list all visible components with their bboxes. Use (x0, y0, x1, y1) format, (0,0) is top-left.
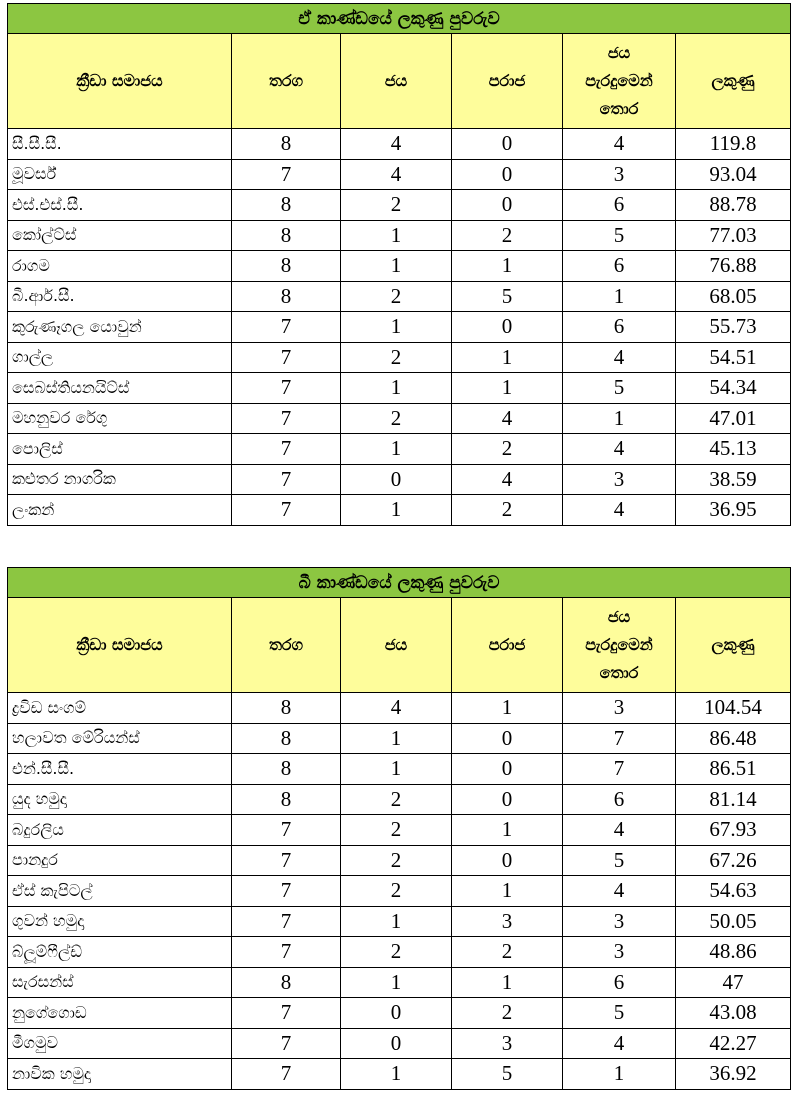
draw-cell: 8 (232, 754, 341, 785)
win-cell: 2 (341, 190, 452, 221)
win-cell: 1 (341, 220, 452, 251)
points-cell: 38.59 (676, 464, 791, 495)
club-name-cell: ද්‍රවිඩ සංගම් (8, 693, 232, 724)
win-cell: 4 (341, 129, 452, 160)
club-name-cell: කළුතර නාගරික (8, 464, 232, 495)
win-cell: 4 (341, 693, 452, 724)
draw-cell: 8 (232, 251, 341, 282)
table-title: ඒ කාණ්ඩයේ ලකුණු පුවරුව (8, 4, 791, 34)
table-row (8, 967, 791, 998)
win-cell: 2 (341, 845, 452, 876)
loss-cell: 0 (452, 723, 563, 754)
loss-cell: 2 (452, 998, 563, 1029)
bonus-cell: 5 (563, 845, 676, 876)
loss-cell: 0 (452, 845, 563, 876)
points-cell: 54.34 (676, 373, 791, 404)
points-cell: 104.54 (676, 693, 791, 724)
points-cell: 47 (676, 967, 791, 998)
draw-cell: 7 (232, 342, 341, 373)
bonus-cell: 4 (563, 434, 676, 465)
column-header-bonus (563, 34, 676, 129)
bonus-header-line: පැරදුමෙන් (585, 635, 653, 654)
club-name-cell: කුරුණෑගල යොවුන් (8, 312, 232, 343)
table-row (8, 998, 791, 1029)
loss-cell: 2 (452, 495, 563, 526)
draw-cell: 7 (232, 403, 341, 434)
loss-cell: 1 (452, 251, 563, 282)
club-name-cell: මීගමුව (8, 1028, 232, 1059)
points-cell: 76.88 (676, 251, 791, 282)
draw-cell: 7 (232, 312, 341, 343)
draw-cell: 7 (232, 159, 341, 190)
points-cell: 45.13 (676, 434, 791, 465)
draw-cell: 7 (232, 906, 341, 937)
table-row (8, 281, 791, 312)
loss-cell: 0 (452, 190, 563, 221)
points-cell: 55.73 (676, 312, 791, 343)
draw-cell: 7 (232, 815, 341, 846)
table-row (8, 1059, 791, 1090)
win-cell: 1 (341, 495, 452, 526)
points-cell: 36.92 (676, 1059, 791, 1090)
table-row (8, 906, 791, 937)
table-row (8, 342, 791, 373)
points-cell: 54.51 (676, 342, 791, 373)
draw-cell: 7 (232, 495, 341, 526)
loss-cell: 2 (452, 937, 563, 968)
win-cell: 2 (341, 342, 452, 373)
club-name-cell: ගුවන් හමුදා (8, 906, 232, 937)
column-header-club: ක්‍රීඩා සමාජය (8, 34, 232, 129)
table-row (8, 876, 791, 907)
win-cell: 1 (341, 312, 452, 343)
points-cell: 36.95 (676, 495, 791, 526)
club-name-cell: මහනුවර රේගු (8, 403, 232, 434)
bonus-cell: 6 (563, 251, 676, 282)
loss-cell: 1 (452, 342, 563, 373)
bonus-cell: 5 (563, 220, 676, 251)
bonus-header-line: තොර (599, 99, 639, 118)
draw-cell: 7 (232, 998, 341, 1029)
header-row (8, 34, 791, 129)
club-name-cell: එන්.සී.සී. (8, 754, 232, 785)
points-cell: 48.86 (676, 937, 791, 968)
header-row (8, 598, 791, 693)
column-header-bonus (563, 598, 676, 693)
club-name-cell: සී.සී.සී. (8, 129, 232, 160)
bonus-cell: 6 (563, 190, 676, 221)
bonus-cell: 4 (563, 342, 676, 373)
draw-cell: 8 (232, 967, 341, 998)
loss-cell: 0 (452, 784, 563, 815)
table-row (8, 220, 791, 251)
win-cell: 2 (341, 815, 452, 846)
win-cell: 4 (341, 159, 452, 190)
table-row (8, 845, 791, 876)
draw-cell: 8 (232, 784, 341, 815)
points-cell: 86.48 (676, 723, 791, 754)
points-cell: 77.03 (676, 220, 791, 251)
table-row (8, 403, 791, 434)
loss-cell: 1 (452, 693, 563, 724)
draw-cell: 7 (232, 937, 341, 968)
column-header-loss: පරාජ (452, 598, 563, 693)
points-cell: 68.05 (676, 281, 791, 312)
points-cell: 50.05 (676, 906, 791, 937)
points-cell: 86.51 (676, 754, 791, 785)
table-row (8, 784, 791, 815)
bonus-cell: 6 (563, 784, 676, 815)
club-name-cell: ලංකන් (8, 495, 232, 526)
win-cell: 2 (341, 281, 452, 312)
table-row (8, 754, 791, 785)
draw-cell: 8 (232, 693, 341, 724)
table-row (8, 190, 791, 221)
club-name-cell: රාගම (8, 251, 232, 282)
win-cell: 1 (341, 1059, 452, 1090)
draw-cell: 7 (232, 373, 341, 404)
bonus-cell: 3 (563, 693, 676, 724)
table-row (8, 129, 791, 160)
draw-cell: 8 (232, 723, 341, 754)
column-header-loss: පරාජ (452, 34, 563, 129)
club-name-cell: සැරසන්ස් (8, 967, 232, 998)
bonus-cell: 3 (563, 159, 676, 190)
bonus-cell: 3 (563, 906, 676, 937)
club-name-cell: සෙබස්තියනයිට්ස් (8, 373, 232, 404)
bonus-header-line: ජය (607, 607, 631, 626)
loss-cell: 2 (452, 220, 563, 251)
draw-cell: 8 (232, 129, 341, 160)
bonus-header-line: තොර (599, 663, 639, 682)
loss-cell: 0 (452, 159, 563, 190)
bonus-cell: 4 (563, 1028, 676, 1059)
bonus-cell: 6 (563, 967, 676, 998)
bonus-cell: 5 (563, 373, 676, 404)
draw-cell: 7 (232, 464, 341, 495)
points-cell: 93.04 (676, 159, 791, 190)
club-name-cell: නාවික හමුදා (8, 1059, 232, 1090)
column-header-points: ලකුණු (676, 34, 791, 129)
table-row (8, 312, 791, 343)
points-cell: 42.27 (676, 1028, 791, 1059)
bonus-cell: 3 (563, 464, 676, 495)
column-header-draw: තරග (232, 598, 341, 693)
bonus-cell: 1 (563, 403, 676, 434)
club-name-cell: හලාවත මේරියන්ස් (8, 723, 232, 754)
club-name-cell: යුද හමුදා (8, 784, 232, 815)
column-header-win: ජය (341, 34, 452, 129)
draw-cell: 7 (232, 1059, 341, 1090)
points-cell: 43.08 (676, 998, 791, 1029)
club-name-cell: කෝල්ට්ස් (8, 220, 232, 251)
table-row (8, 937, 791, 968)
club-name-cell: මූවර්ස් (8, 159, 232, 190)
draw-cell: 7 (232, 876, 341, 907)
win-cell: 2 (341, 403, 452, 434)
points-cell: 88.78 (676, 190, 791, 221)
bonus-cell: 1 (563, 1059, 676, 1090)
loss-cell: 5 (452, 281, 563, 312)
club-name-cell: බී.ආර්.සී. (8, 281, 232, 312)
draw-cell: 8 (232, 190, 341, 221)
loss-cell: 1 (452, 876, 563, 907)
win-cell: 1 (341, 967, 452, 998)
bonus-cell: 7 (563, 723, 676, 754)
win-cell: 2 (341, 784, 452, 815)
bonus-cell: 4 (563, 495, 676, 526)
table-row (8, 434, 791, 465)
bonus-header-line: ජය (607, 43, 631, 62)
table-row (8, 251, 791, 282)
table-row (8, 159, 791, 190)
points-cell: 54.63 (676, 876, 791, 907)
bonus-cell: 4 (563, 815, 676, 846)
loss-cell: 0 (452, 754, 563, 785)
bonus-header-line: පැරදුමෙන් (585, 71, 653, 90)
table-row (8, 495, 791, 526)
column-header-club: ක්‍රීඩා සමාජය (8, 598, 232, 693)
points-cell: 81.14 (676, 784, 791, 815)
draw-cell: 7 (232, 1028, 341, 1059)
loss-cell: 1 (452, 815, 563, 846)
table-row (8, 373, 791, 404)
win-cell: 0 (341, 998, 452, 1029)
table-row (8, 1028, 791, 1059)
win-cell: 1 (341, 434, 452, 465)
table-row (8, 815, 791, 846)
bonus-cell: 6 (563, 312, 676, 343)
loss-cell: 4 (452, 403, 563, 434)
loss-cell: 1 (452, 967, 563, 998)
points-cell: 47.01 (676, 403, 791, 434)
bonus-cell: 4 (563, 129, 676, 160)
win-cell: 1 (341, 251, 452, 282)
loss-cell: 0 (452, 312, 563, 343)
group-b-points-table (7, 567, 791, 1090)
group-a-points-table (7, 3, 791, 526)
points-cell: 67.93 (676, 815, 791, 846)
club-name-cell: පානදුර (8, 845, 232, 876)
column-header-win: ජය (341, 598, 452, 693)
win-cell: 1 (341, 723, 452, 754)
bonus-cell: 3 (563, 937, 676, 968)
club-name-cell: බ්ලූම්ෆීල්ඩ් (8, 937, 232, 968)
points-cell: 119.8 (676, 129, 791, 160)
win-cell: 1 (341, 754, 452, 785)
bonus-cell: 5 (563, 998, 676, 1029)
column-header-draw: තරග (232, 34, 341, 129)
draw-cell: 7 (232, 434, 341, 465)
club-name-cell: පොලිස් (8, 434, 232, 465)
club-name-cell: එස්.එස්.සී. (8, 190, 232, 221)
loss-cell: 3 (452, 906, 563, 937)
club-name-cell: නුගේගොඩ (8, 998, 232, 1029)
win-cell: 2 (341, 937, 452, 968)
draw-cell: 8 (232, 220, 341, 251)
loss-cell: 3 (452, 1028, 563, 1059)
win-cell: 1 (341, 373, 452, 404)
bonus-cell: 7 (563, 754, 676, 785)
loss-cell: 2 (452, 434, 563, 465)
table-row (8, 693, 791, 724)
bonus-cell: 1 (563, 281, 676, 312)
bonus-cell: 4 (563, 876, 676, 907)
club-name-cell: බදුරලිය (8, 815, 232, 846)
win-cell: 1 (341, 906, 452, 937)
win-cell: 0 (341, 1028, 452, 1059)
loss-cell: 4 (452, 464, 563, 495)
loss-cell: 1 (452, 373, 563, 404)
table-title: බී කාණ්ඩයේ ලකුණු පුවරුව (8, 568, 791, 598)
points-cell: 67.26 (676, 845, 791, 876)
club-name-cell: ඒස් කැපිටල් (8, 876, 232, 907)
draw-cell: 7 (232, 845, 341, 876)
loss-cell: 5 (452, 1059, 563, 1090)
club-name-cell: ගාල්ල (8, 342, 232, 373)
loss-cell: 0 (452, 129, 563, 160)
draw-cell: 8 (232, 281, 341, 312)
win-cell: 0 (341, 464, 452, 495)
win-cell: 2 (341, 876, 452, 907)
table-row (8, 464, 791, 495)
column-header-points: ලකුණු (676, 598, 791, 693)
table-row (8, 723, 791, 754)
